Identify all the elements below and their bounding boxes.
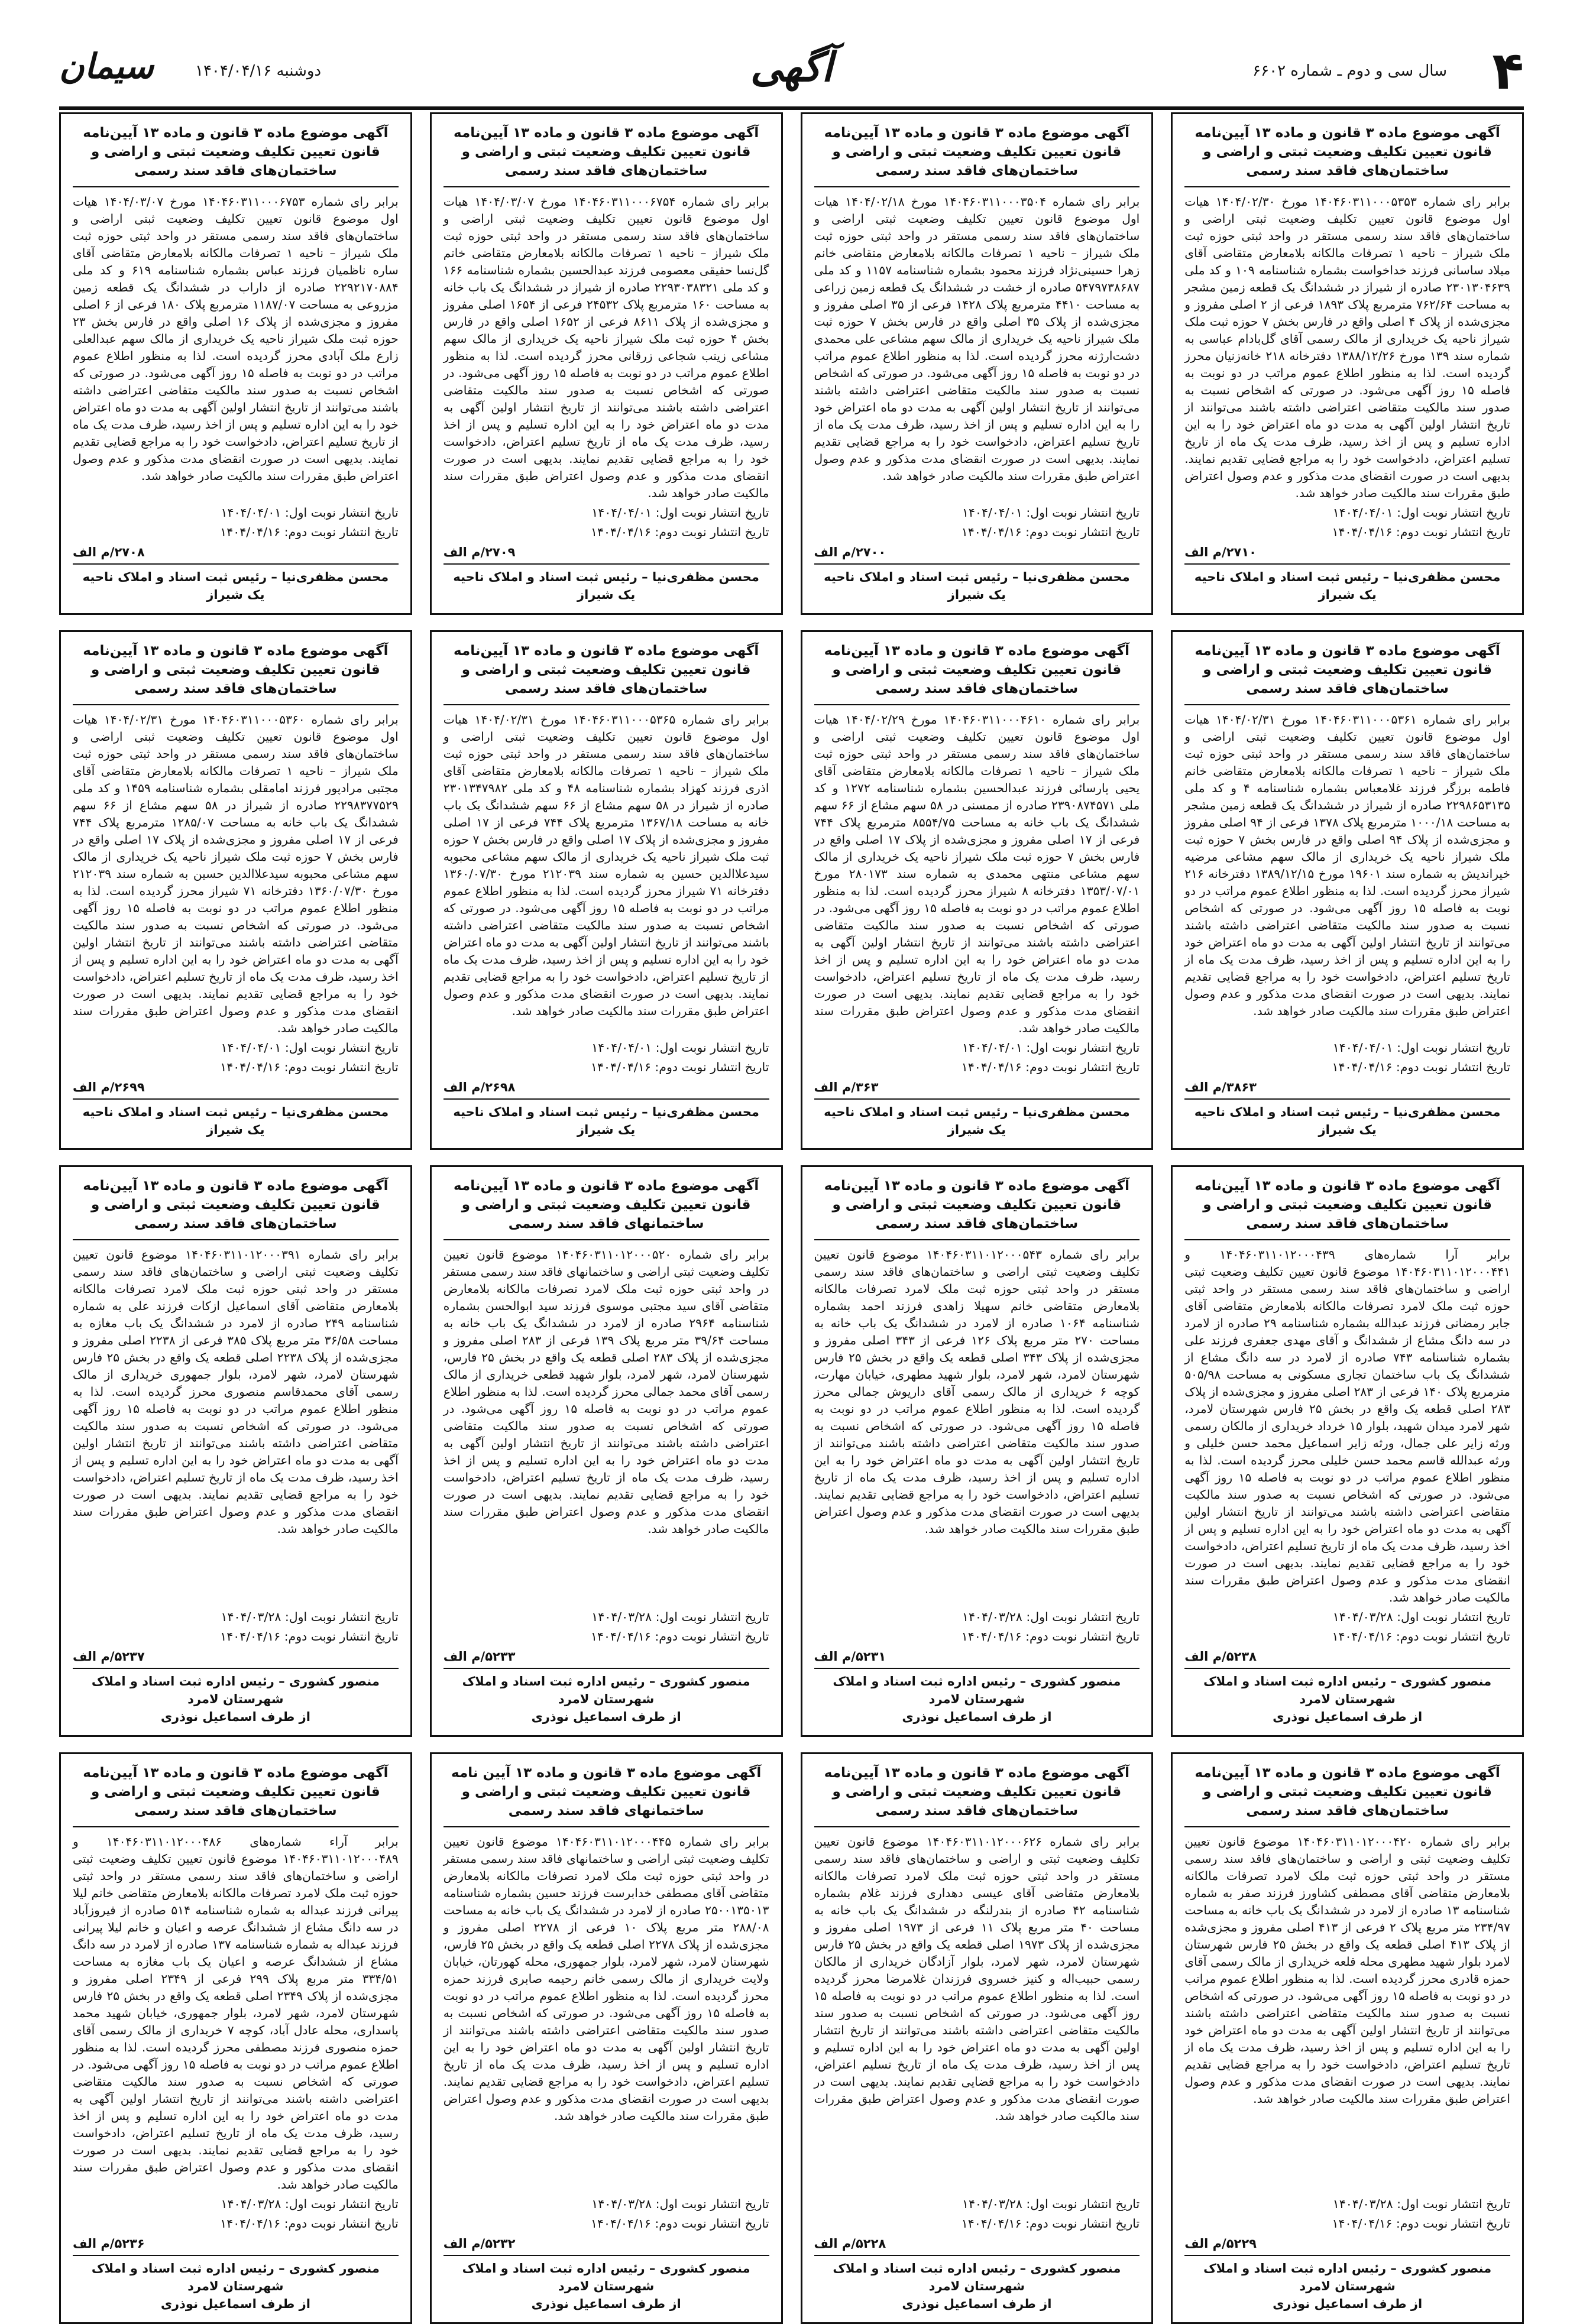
notice-signature: محسن مظفری‌نیا – رئیس ثبت اسناد و املاک ناحیه یک شیراز <box>444 1098 769 1139</box>
notice-signature-behalf: از طرف اسماعیل نوذری <box>902 1710 1052 1724</box>
notice-title: آگهی موضوع ماده ۳ قانون و ماده ۱۳ آیین نامه قانون تعیین تکلیف وضعیت ثبتی و اراضی و ساختمانهای فاقد سند رسمی <box>444 1764 769 1827</box>
notice-signature-behalf: از طرف اسماعیل نوذری <box>1273 1710 1423 1724</box>
first-publish-date: تاریخ انتشار نوبت اول: ۱۴۰۴/۰۳/۲۸ <box>591 1610 769 1624</box>
notice-signature: منصور کشوری – رئیس اداره ثبت اسناد و املاک شهرستان لامرد <box>444 1668 769 1708</box>
first-publish-date: تاریخ انتشار نوبت اول: ۱۴۰۴/۰۴/۰۱ <box>962 1041 1140 1055</box>
notice-title: آگهی موضوع ماده ۳ قانون و ماده ۱۳ آیین‌نامه قانون تعیین تکلیف وضعیت ثبتی و اراضی و ساختمان‌های فاقد سند رسمی <box>1184 1764 1510 1827</box>
notice-signature: محسن مظفری‌نیا – رئیس ثبت اسناد و املاک ناحیه یک شیراز <box>814 563 1140 604</box>
notice-body: برابر رای شماره ۱۴۰۴۶۰۳۱۱۰۰۰۳۵۰۴ مورخ ۱۴۰۴/۰۲/۱۸ هیات اول موضوع قانون تعیین تکلیف وضعیت ثبتی اراضی و ساختمان‌های فاقد سند رسمی مستقر در واحد ثبتی حوزه ثبت ملک شیراز – ناحیه ۱ تصرفات مالکانه بلامعارض متقاضی خانم زهرا حسینی‌نژاد فرزند محمود بشماره شناسنامه ۱۱۵۷ و کد ملی ۵۴۷۹۷۳۸۶۸۷ صادره از خشت در ششدانگ یک قطعه زمین زراعی به مساحت ۴۴۱۰ مترمربع پلاک ۱۴۲۸ فرعی از ۳۵ اصلی مفروز و مجزی‌شده از پلاک ۳۵ اصلی واقع در فارس بخش ۷ حوزه ثبت ملک شیراز ناحیه یک خریداری از مالک سهم مشاعی علی محمدی دشت‌ارژنه محرز گردیده است. لذا به منظور اطلاع عموم مراتب در دو نوبت به فاصله ۱۵ روز آگهی می‌شود. در صورتی که اشخاص نسبت به صدور سند مالکیت متقاضی اعتراضی داشته باشند می‌توانند از تاریخ انتشار اولین آگهی به مدت دو ماه اعتراض خود را به این اداره تسلیم و پس از اخذ رسید، ظرف مدت یک ماه از تاریخ تسلیم اعتراض، دادخواست خود را به مراجع قضایی تقدیم نمایند. بدیهی است در صورت انقضای مدت مذکور و عدم وصول اعتراض طبق مقررات سند مالکیت صادر خواهد شد. <box>814 195 1140 483</box>
section-title: آگهی <box>750 44 833 91</box>
notice-body: برابر رای شماره ۱۴۰۴۶۰۳۱۱۰۰۰۵۳۵۳ مورخ ۱۴۰۴/۰۲/۳۰ هیات اول موضوع قانون تعیین تکلیف وضعیت ثبتی اراضی و ساختمان‌های فاقد سند رسمی مستقر در واحد ثبتی حوزه ثبت ملک شیراز – ناحیه ۱ تصرفات مالکانه بلامعارض متقاضی آقای میلاد ساسانی فرزند خداخواست بشماره شناسنامه ۱۰۹ و کد ملی ۲۳۰۱۳۰۴۶۳۹ صادره از شیراز در ششدانگ یک قطعه زمین مشجر به مساحت ۷۶۲/۶۴ مترمربع پلاک ۱۸۹۳ فرعی از ۲ اصلی مفروز و مجزی‌شده از پلاک ۴ اصلی واقع در فارس بخش ۷ حوزه ثبت ملک شیراز ناحیه یک خریداری از مالک رسمی آقای گل‌بادام عباسی به شماره سند ۱۳۹ مورخ ۱۳۸۸/۱۲/۲۶ دفترخانه ۲۱۸ خانه‌زنیان محرز گردیده است. لذا به منظور اطلاع عموم مراتب در دو نوبت به فاصله ۱۵ روز آگهی می‌شود. در صورتی که اشخاص نسبت به صدور سند مالکیت متقاضی اعتراضی داشته باشند می‌توانند از تاریخ انتشار اولین آگهی به مدت دو ماه اعتراض خود را به این اداره تسلیم و پس از اخذ رسید، ظرف مدت یک ماه از تاریخ تسلیم اعتراض، دادخواست خود را به مراجع قضایی تقدیم نمایند. بدیهی است در صورت انقضای مدت مذکور و عدم وصول اعتراض طبق مقررات سند مالکیت صادر خواهد شد. <box>1184 195 1511 500</box>
notice-code: ۵۲۳۱/م الف <box>814 1649 886 1664</box>
notice-body: برابر رای شماره ۱۴۰۴۶۰۳۱۱۰۰۰۵۳۶۱ مورخ ۱۴۰۴/۰۲/۳۱ هیات اول موضوع قانون تعیین تکلیف وضعیت ثبتی اراضی و ساختمان‌های فاقد سند رسمی مستقر در واحد ثبتی حوزه ثبت ملک شیراز – ناحیه ۱ تصرفات مالکانه بلامعارض متقاضی خانم فاطمه برزگر فرزند غلامعباس بشماره شناسنامه ۴ و کد ملی ۲۲۹۸۶۵۳۱۳۵ صادره از شیراز در ششدانگ یک قطعه زمین مشجر به مساحت ۱۰۰۰/۱۸ مترمربع پلاک ۱۳۷۸ فرعی از ۹۴ اصلی مفروز و مجزی‌شده از پلاک ۹۴ اصلی واقع در فارس بخش ۷ حوزه ثبت ملک شیراز ناحیه یک خریداری از مالک سهم مشاعی مرضیه خیراندیش به شماره سند ۱۹۶۰۱ مورخ ۱۳۸۹/۱۲/۱۵ دفترخانه ۲۱۶ شیراز محرز گردیده است. لذا به منظور اطلاع عموم مراتب در دو نوبت به فاصله ۱۵ روز آگهی می‌شود. در صورتی که اشخاص نسبت به صدور سند مالکیت متقاضی اعتراضی داشته باشند می‌توانند از تاریخ انتشار اولین آگهی به مدت دو ماه اعتراض خود را به این اداره تسلیم و پس از اخذ رسید، ظرف مدت یک ماه از تاریخ تسلیم اعتراض، دادخواست خود را به مراجع قضایی تقدیم نمایند. بدیهی است در صورت انقضای مدت مذکور و عدم وصول اعتراض طبق مقررات سند مالکیت صادر خواهد شد. <box>1184 712 1511 1018</box>
notice-signature: محسن مظفری‌نیا – رئیس ثبت اسناد و املاک ناحیه یک شیراز <box>1184 563 1510 604</box>
notice-title: آگهی موضوع ماده ۳ قانون و ماده ۱۳ آیین‌نامه قانون تعیین تکلیف وضعیت ثبتی و اراضی و ساختمان‌های فاقد سند رسمی <box>444 124 769 187</box>
notice-code: ۵۲۳۳/م الف <box>443 1649 516 1664</box>
second-publish-date: تاریخ انتشار نوبت دوم: ۱۴۰۴/۰۴/۱۶ <box>961 525 1140 539</box>
notice-body: برابر رای شماره ۱۴۰۴۶۰۳۱۱۰۰۰۶۷۵۳ مورخ ۱۴۰۴/۰۳/۰۷ هیات اول موضوع قانون تعیین تکلیف وضعیت ثبتی اراضی و ساختمان‌های فاقد سند رسمی مستقر در واحد ثبتی حوزه ثبت ملک شیراز – ناحیه ۱ تصرفات مالکانه بلامعارض متقاضی آقای ساره ناظمیان فرزند عباس بشماره شناسنامه ۶۱۹ و کد ملی ۲۲۹۲۱۷۰۸۸۴ صادره از داراب در ششدانگ یک قطعه زمین مزروعی به مساحت ۱۱۸۷/۰۷ مترمربع پلاک ۱۸۰ فرعی از ۶ اصلی مفروز و مجزی‌شده از پلاک ۱۶ اصلی واقع در فارس بخش ۲۳ حوزه ثبت ملک شیراز ناحیه یک خریداری از مالک سهم عبدالعلی زارع ملک آبادی محرز گردیده است. لذا به منظور اطلاع عموم مراتب در دو نوبت به فاصله ۱۵ روز آگهی می‌شود. در صورتی که اشخاص نسبت به صدور سند مالکیت متقاضی اعتراضی داشته باشند می‌توانند از تاریخ انتشار اولین آگهی به مدت دو ماه اعتراض خود را به این اداره تسلیم و پس از اخذ رسید، ظرف مدت یک ماه از تاریخ تسلیم اعتراض، دادخواست خود را به مراجع قضایی تقدیم نمایند. بدیهی است در صورت انقضای مدت مذکور و عدم وصول اعتراض طبق مقررات سند مالکیت صادر خواهد شد. <box>73 195 399 483</box>
notice-signature: منصور کشوری – رئیس اداره ثبت اسناد و املاک شهرستان لامرد <box>814 1668 1140 1708</box>
notice-code: ۲۶۹۸/م الف <box>443 1080 516 1094</box>
legal-notice <box>430 630 783 1150</box>
notice-signature: منصور کشوری – رئیس اداره ثبت اسناد و املاک شهرستان لامرد <box>814 2255 1140 2295</box>
notice-title: آگهی موضوع ماده ۳ قانون و ماده ۱۳ آیین‌نامه قانون تعیین تکلیف وضعیت ثبتی و اراضی و ساختمان‌های فاقد سند رسمی <box>1184 124 1510 187</box>
notice-title: آگهی موضوع ماده ۳ قانون و ماده ۱۳ آیین‌نامه قانون تعیین تکلیف وضعیت ثبتی و اراضی و ساختمان‌های فاقد سند رسمی <box>814 641 1140 705</box>
notice-code: ۲۶۹۹/م الف <box>73 1080 145 1094</box>
issue-date: دوشنبه ۱۴۰۴/۰۴/۱۶ <box>195 62 322 80</box>
second-publish-date: تاریخ انتشار نوبت دوم: ۱۴۰۴/۰۴/۱۶ <box>220 525 399 539</box>
notice-signature: منصور کشوری – رئیس اداره ثبت اسناد و املاک شهرستان لامرد <box>73 1668 399 1708</box>
notice-body: برابر آرا شماره‌های ۱۴۰۴۶۰۳۱۱۰۱۲۰۰۰۴۳۹ و ۱۴۰۴۶۰۳۱۱۰۱۲۰۰۰۴۴۱ موضوع قانون تعیین تکلیف وضعیت ثبتی اراضی و ساختمان‌های فاقد سند رسمی مستقر در واحد ثبتی حوزه ثبت ملک لامرد تصرفات مالکانه بلامعارض متقاضی آقای جابر رمضانی فرزند عبدالله بشماره شناسنامه ۲۹ صادره از لامرد در سه دانگ مشاع از ششدانگ و آقای مهدی جعفری فرزند علی بشماره شناسنامه ۷۴۳ صادره از لامرد در سه دانگ مشاع از ششدانگ یک باب ساختمان تجاری مسکونی به مساحت ۵۰۵/۹۸ مترمربع پلاک ۱۴۰ فرعی از ۲۸۳ اصلی مفروز و مجزی‌شده از پلاک ۲۸۳ اصلی قطعه یک واقع در بخش ۲۵ فارس شهرستان لامرد، شهر لامرد میدان شهید، بلوار ۱۵ خرداد خریداری از مالکان رسمی ورثه زایر علی جمال، ورثه زایر اسماعیل محمد حسن خلیلی و ورثه عبدالله قاسم محمد حسن خلیلی محرز گردیده است. لذا به منظور اطلاع عموم مراتب در دو نوبت به فاصله ۱۵ روز آگهی می‌شود. در صورتی که اشخاص نسبت به صدور سند مالکیت متقاضی اعتراضی داشته باشند می‌توانند از تاریخ انتشار اولین آگهی به مدت دو ماه اعتراض خود را به این اداره تسلیم و پس از اخذ رسید، ظرف مدت یک ماه از تاریخ تسلیم اعتراض، دادخواست خود را به مراجع قضایی تقدیم نمایند. بدیهی است در صورت انقضای مدت مذکور و عدم وصول اعتراض طبق مقررات سند مالکیت صادر خواهد شد. <box>1184 1247 1510 1605</box>
first-publish-date: تاریخ انتشار نوبت اول: ۱۴۰۴/۰۴/۰۱ <box>1332 505 1510 520</box>
legal-notice <box>1171 112 1524 615</box>
notice-body: برابر رای شماره ۱۴۰۴۶۰۳۱۱۰۰۰۴۶۱۰ مورخ ۱۴۰۴/۰۲/۲۹ هیات اول موضوع قانون تعیین تکلیف وضعیت ثبتی اراضی و ساختمان‌های فاقد سند رسمی مستقر در واحد ثبتی حوزه ثبت ملک شیراز – ناحیه ۱ تصرفات مالکانه بلامعارض متقاضی آقای یحیی پارسائی فرزند عبدالحسین بشماره شناسنامه ۱۲۷۲ و کد ملی ۲۳۹۰۸۷۴۵۷۱ صادره از ممسنی در ۵۸ سهم مشاع از ۶۶ سهم ششدانگ یک باب خانه به مساحت ۸۵۵۴/۷۵ مترمربع پلاک ۷۴۴ فرعی از ۱۷ اصلی مفروز و مجزی‌شده از پلاک ۱۷ اصلی واقع در فارس بخش ۷ حوزه ثبت ملک شیراز ناحیه یک خریداری از مالک سهم مشاعی منتهی محمدی به شماره سند ۲۸۰۱۷۳ مورخ ۱۳۵۳/۰۷/۰۱ دفترخانه ۸ شیراز محرز گردیده است. لذا به منظور اطلاع عموم مراتب در دو نوبت به فاصله ۱۵ روز آگهی می‌شود. در صورتی که اشخاص نسبت به صدور سند مالکیت متقاضی اعتراضی داشته باشند می‌توانند از تاریخ انتشار اولین آگهی به مدت دو ماه اعتراض خود را به این اداره تسلیم و پس از اخذ رسید، ظرف مدت یک ماه از تاریخ تسلیم اعتراض، دادخواست خود را به مراجع قضایی تقدیم نمایند. بدیهی است در صورت انقضای مدت مذکور و عدم وصول اعتراض طبق مقررات سند مالکیت صادر خواهد شد. <box>814 712 1140 1035</box>
notice-signature: منصور کشوری – رئیس اداره ثبت اسناد و املاک شهرستان لامرد <box>73 2255 399 2295</box>
legal-notice <box>801 630 1154 1150</box>
notice-body: برابر آراء شماره‌های ۱۴۰۴۶۰۳۱۱۰۱۲۰۰۰۴۸۶ و ۱۴۰۴۶۰۳۱۱۰۱۲۰۰۰۴۸۹ موضوع قانون تعیین تکلیف وضعیت ثبتی اراضی و ساختمان‌های فاقد سند رسمی مستقر در واحد ثبتی حوزه ثبت ملک لامرد تصرفات مالکانه بلامعارض متقاضی خانم لیلا پیرانی فرزند عبداله به شماره شناسنامه ۵۱۴ صادره از فیروزآباد در سه دانگ مشاع از ششدانگ عرصه و اعیان و خانم لیلا پیرانی فرزند عبداله به شماره شناسنامه ۱۳۷ صادره از لامرد در سه دانگ مشاع از ششدانگ عرصه و اعیان یک باب مغازه به مساحت ۳۳۴/۵۱ متر مربع پلاک ۲۹۹ فرعی از ۲۳۴۹ اصلی مفروز و مجزی‌شده از پلاک ۲۳۴۹ اصلی قطعه یک واقع در بخش ۲۵ فارس شهرستان لامرد، شهر لامرد، بلوار جمهوری، خیابان شهید محمد پاسداری، محله عادل آباد، کوچه ۷ خریداری از مالک رسمی آقای حمزه منصوری فرزند مصطفی محرز گردیده است. لذا به منظور اطلاع عموم مراتب در دو نوبت به فاصله ۱۵ روز آگهی می‌شود. در صورتی که اشخاص نسبت به صدور سند مالکیت متقاضی اعتراضی داشته باشند می‌توانند از تاریخ انتشار اولین آگهی به مدت دو ماه اعتراض خود را به این اداره تسلیم و پس از اخذ رسید، ظرف مدت یک ماه از تاریخ تسلیم اعتراض، دادخواست خود را به مراجع قضایی تقدیم نمایند. بدیهی است در صورت انقضای مدت مذکور و عدم وصول اعتراض طبق مقررات سند مالکیت صادر خواهد شد. <box>73 1834 399 2192</box>
legal-notice <box>1171 1752 1524 2324</box>
second-publish-date: تاریخ انتشار نوبت دوم: ۱۴۰۴/۰۴/۱۶ <box>1332 2216 1510 2231</box>
second-publish-date: تاریخ انتشار نوبت دوم: ۱۴۰۴/۰۴/۱۶ <box>590 1629 769 1644</box>
notice-code: ۵۲۳۶/م الف <box>73 2237 145 2251</box>
notice-title: آگهی موضوع ماده ۳ قانون و ماده ۱۳ آیین‌نامه قانون تعیین تکلیف وضعیت ثبتی و اراضی و ساختمان‌های فاقد سند رسمی <box>73 1764 399 1827</box>
notice-signature: محسن مظفری‌نیا – رئیس ثبت اسناد و املاک ناحیه یک شیراز <box>814 1098 1140 1139</box>
masthead <box>59 41 1524 110</box>
notice-signature: محسن مظفری‌نیا – رئیس ثبت اسناد و املاک ناحیه یک شیراز <box>1184 1098 1510 1139</box>
legal-notice <box>430 1165 783 1737</box>
first-publish-date: تاریخ انتشار نوبت اول: ۱۴۰۴/۰۴/۰۱ <box>591 1041 769 1055</box>
first-publish-date: تاریخ انتشار نوبت اول: ۱۴۰۴/۰۳/۲۸ <box>1332 1610 1510 1624</box>
notice-code: ۵۲۳۷/م الف <box>73 1649 145 1664</box>
notice-body: برابر رای شماره ۱۴۰۴۶۰۳۱۱۰۱۲۰۰۰۳۹۱ موضوع قانون تعیین تکلیف وضعیت ثبتی اراضی و ساختمان‌های فاقد سند رسمی مستقر در واحد ثبتی حوزه ثبت ملک لامرد تصرفات مالکانه بلامعارض متقاضی آقای اسماعیل ازکات فرزند علی به شماره شناسنامه ۲۴۹ صادره از لامرد در ششدانگ یک باب مغازه به مساحت ۳۶/۵۸ متر مربع پلاک ۳۸۵ فرعی از ۲۲۳۸ اصلی مفروز و مجزی‌شده از پلاک ۲۲۳۸ اصلی قطعه یک واقع در بخش ۲۵ فارس شهرستان لامرد، شهر لامرد، بلوار جمهوری خریداری از مالک رسمی آقای محمدقاسم منصوری محرز گردیده است. لذا به منظور اطلاع عموم مراتب در دو نوبت به فاصله ۱۵ روز آگهی می‌شود. در صورتی که اشخاص نسبت به صدور سند مالکیت متقاضی اعتراضی داشته باشند می‌توانند از تاریخ انتشار اولین آگهی به مدت دو ماه اعتراض خود را به این اداره تسلیم و پس از اخذ رسید، ظرف مدت یک ماه از تاریخ تسلیم اعتراض، دادخواست خود را به مراجع قضایی تقدیم نمایند. بدیهی است در صورت انقضای مدت مذکور و عدم وصول اعتراض طبق مقررات سند مالکیت صادر خواهد شد. <box>73 1247 399 1536</box>
notice-title: آگهی موضوع ماده ۳ قانون و ماده ۱۳ آیین‌نامه قانون تعیین تکلیف وضعیت ثبتی و اراضی و ساختمانهای فاقد سند رسمی <box>444 1176 769 1240</box>
notice-title: آگهی موضوع ماده ۳ قانون و ماده ۱۳ آیین‌نامه قانون تعیین تکلیف وضعیت ثبتی و اراضی و ساختمان‌های فاقد سند رسمی <box>1184 1176 1510 1240</box>
first-publish-date: تاریخ انتشار نوبت اول: ۱۴۰۴/۰۳/۲۸ <box>962 2197 1140 2211</box>
second-publish-date: تاریخ انتشار نوبت دوم: ۱۴۰۴/۰۴/۱۶ <box>220 1629 399 1644</box>
legal-notice <box>430 1752 783 2324</box>
legal-notice <box>59 112 412 615</box>
legal-notice <box>801 1752 1154 2324</box>
notice-code: ۲۷۰۹/م الف <box>443 545 516 559</box>
first-publish-date: تاریخ انتشار نوبت اول: ۱۴۰۴/۰۳/۲۸ <box>221 2197 399 2211</box>
notice-title: آگهی موضوع ماده ۳ قانون و ماده ۱۳ آیین‌نامه قانون تعیین تکلیف وضعیت ثبتی و اراضی و ساختمان‌های فاقد سند رسمی <box>814 1764 1140 1827</box>
legal-notice <box>59 1165 412 1737</box>
page-number: ۴ <box>1492 40 1524 101</box>
notice-signature: محسن مظفری‌نیا – رئیس ثبت اسناد و املاک ناحیه یک شیراز <box>73 1098 399 1139</box>
notice-title: آگهی موضوع ماده ۳ قانون و ماده ۱۳ آیین‌نامه قانون تعیین تکلیف وضعیت ثبتی و اراضی و ساختمان‌های فاقد سند رسمی <box>1184 641 1510 705</box>
legal-notice <box>1171 630 1524 1150</box>
notice-signature-behalf: از طرف اسماعیل نوذری <box>160 2297 310 2311</box>
legal-notice <box>430 112 783 615</box>
second-publish-date: تاریخ انتشار نوبت دوم: ۱۴۰۴/۰۴/۱۶ <box>590 1060 769 1074</box>
second-publish-date: تاریخ انتشار نوبت دوم: ۱۴۰۴/۰۴/۱۶ <box>220 1060 399 1074</box>
first-publish-date: تاریخ انتشار نوبت اول: ۱۴۰۴/۰۳/۲۸ <box>1332 2197 1510 2211</box>
second-publish-date: تاریخ انتشار نوبت دوم: ۱۴۰۴/۰۴/۱۶ <box>961 1629 1140 1644</box>
notice-body: برابر رای شماره ۱۴۰۴۶۰۳۱۱۰۰۰۵۳۶۰ مورخ ۱۴۰۴/۰۲/۳۱ هیات اول موضوع قانون تعیین تکلیف وضعیت ثبتی اراضی و ساختمان‌های فاقد سند رسمی مستقر در واحد ثبتی حوزه ثبت ملک شیراز – ناحیه ۱ تصرفات مالکانه بلامعارض متقاضی آقای مجتبی مرادپور فرزند امامقلی بشماره شناسنامه ۱۴۵۹ و کد ملی ۲۲۹۸۳۷۷۵۲۹ صادره از شیراز در ۵۸ سهم مشاع از ۶۶ سهم ششدانگ یک باب خانه به مساحت ۱۲۸۵/۰۷ مترمربع پلاک ۷۴۴ فرعی از ۱۷ اصلی مفروز و مجزی‌شده از پلاک ۱۷ اصلی واقع در فارس بخش ۷ حوزه ثبت ملک شیراز ناحیه یک خریداری از مالک سهم مشاعی محبوبه سیدعلاالدین حسین به شماره سند ۲۱۲۰۳۹ مورخ ۱۳۶۰/۰۷/۳۰ دفترخانه ۷۱ شیراز محرز گردیده است. لذا به منظور اطلاع عموم مراتب در دو نوبت به فاصله ۱۵ روز آگهی می‌شود. در صورتی که اشخاص نسبت به صدور سند مالکیت متقاضی اعتراضی داشته باشند می‌توانند از تاریخ انتشار اولین آگهی به مدت دو ماه اعتراض خود را به این اداره تسلیم و پس از اخذ رسید، ظرف مدت یک ماه از تاریخ تسلیم اعتراض، دادخواست خود را به مراجع قضایی تقدیم نمایند. بدیهی است در صورت انقضای مدت مذکور و عدم وصول اعتراض طبق مقررات سند مالکیت صادر خواهد شد. <box>73 712 399 1035</box>
notice-code: ۳۸۶۳/م الف <box>1184 1080 1257 1094</box>
first-publish-date: تاریخ انتشار نوبت اول: ۱۴۰۴/۰۳/۲۸ <box>221 1610 399 1624</box>
second-publish-date: تاریخ انتشار نوبت دوم: ۱۴۰۴/۰۴/۱۶ <box>1332 1060 1510 1074</box>
notice-signature: منصور کشوری – رئیس اداره ثبت اسناد و املاک شهرستان لامرد <box>1184 1668 1510 1708</box>
notice-body: برابر رای شماره ۱۴۰۴۶۰۳۱۱۰۱۲۰۰۰۵۲۰ موضوع قانون تعیین تکلیف وضعیت ثبتی اراضی و ساختمانهای فاقد سند رسمی مستقر در واحد ثبتی حوزه ثبت ملک لامرد تصرفات مالکانه بلامعارض متقاضی آقای سید مجتبی موسوی فرزند سید ابوالحسن بشماره شناسنامه ۲۹۶۴ صادره از لامرد در ششدانگ یک باب خانه به مساحت ۳۹/۶۴ متر مربع پلاک ۱۳۹ فرعی از ۲۸۳ اصلی مفروز و مجزی‌شده از پلاک ۲۸۳ اصلی قطعه یک واقع در بخش ۲۵ فارس، شهرستان لامرد، شهر لامرد، بلوار شهید قطعی خریداری از مالک رسمی آقای محمد جمالی محرز گردیده است. لذا به منظور اطلاع عموم مراتب در دو نوبت به فاصله ۱۵ روز آگهی می‌شود. در صورتی که اشخاص نسبت به صدور سند مالکیت متقاضی اعتراضی داشته باشند می‌توانند از تاریخ انتشار اولین آگهی به مدت دو ماه اعتراض خود را به این اداره تسلیم و پس از اخذ رسید، ظرف مدت یک ماه از تاریخ تسلیم اعتراض، دادخواست خود را به مراجع قضایی تقدیم نمایند. بدیهی است در صورت انقضای مدت مذکور و عدم وصول اعتراض طبق مقررات سند مالکیت صادر خواهد شد. <box>443 1247 769 1536</box>
notice-code: ۲۷۱۰/م الف <box>1184 545 1257 559</box>
second-publish-date: تاریخ انتشار نوبت دوم: ۱۴۰۴/۰۴/۱۶ <box>961 2216 1140 2231</box>
notice-code: ۵۲۲۸/م الف <box>814 2237 886 2251</box>
notice-signature: محسن مظفری‌نیا – رئیس ثبت اسناد و املاک ناحیه یک شیراز <box>444 563 769 604</box>
first-publish-date: تاریخ انتشار نوبت اول: ۱۴۰۴/۰۴/۰۱ <box>591 505 769 520</box>
notice-title: آگهی موضوع ماده ۳ قانون و ماده ۱۳ آیین‌نامه قانون تعیین تکلیف وضعیت ثبتی و اراضی و ساختمان‌های فاقد سند رسمی <box>814 124 1140 187</box>
legal-notice <box>1171 1165 1524 1737</box>
legal-notice <box>59 630 412 1150</box>
notice-title: آگهی موضوع ماده ۳ قانون و ماده ۱۳ آیین‌نامه قانون تعیین تکلیف وضعیت ثبتی و اراضی و ساختمان‌های فاقد سند رسمی <box>814 1176 1140 1240</box>
notice-body: برابر رای شماره ۱۴۰۴۶۰۳۱۱۰۱۲۰۰۰۶۲۶ موضوع قانون تعیین تکلیف وضعیت ثبتی و اراضی و ساختمان‌های فاقد سند رسمی مستقر در واحد ثبتی حوزه ثبت ملک لامرد تصرفات مالکانه بلامعارض متقاضی آقای عیسی دهداری فرزند غلام بشماره شناسنامه ۴۲ صادره از بندرلنگه در ششدانگ یک باب خانه به مساحت ۴۰ متر مربع پلاک ۱۱ فرعی از ۱۹۷۳ اصلی مفروز و مجزی‌شده از پلاک ۱۹۷۳ اصلی قطعه یک واقع در بخش ۲۵ فارس شهرستان لامرد، شهر لامرد، بلوار آزادگان خریداری از مالکان رسمی حبیب‌اله و کنیز خسروی فرزندان غلامرضا محرز گردیده است. لذا به منظور اطلاع عموم مراتب در دو نوبت به فاصله ۱۵ روز آگهی می‌شود. در صورتی که اشخاص نسبت به صدور سند مالکیت متقاضی اعتراضی داشته باشند می‌توانند از تاریخ انتشار اولین آگهی به مدت دو ماه اعتراض خود را به این اداره تسلیم و پس از اخذ رسید، ظرف مدت یک ماه از تاریخ تسلیم اعتراض، دادخواست خود را به مراجع قضایی تقدیم نمایند. بدیهی است در صورت انقضای مدت مذکور و عدم وصول اعتراض طبق مقررات سند مالکیت صادر خواهد شد. <box>814 1834 1140 2123</box>
notice-signature: منصور کشوری – رئیس اداره ثبت اسناد و املاک شهرستان لامرد <box>444 2255 769 2295</box>
issue-label: سال سی و دوم ـ شماره ۶۶۰۲ <box>1252 62 1447 80</box>
notices-grid <box>59 112 1524 2311</box>
notice-title: آگهی موضوع ماده ۳ قانون و ماده ۱۳ آیین‌نامه قانون تعیین تکلیف وضعیت ثبتی و اراضی و ساختمان‌های فاقد سند رسمی <box>73 124 399 187</box>
notice-signature-behalf: از طرف اسماعیل نوذری <box>902 2297 1052 2311</box>
notice-signature-behalf: از طرف اسماعیل نوذری <box>531 2297 681 2311</box>
notice-code: ۲۷۰۸/م الف <box>73 545 145 559</box>
notice-signature-behalf: از طرف اسماعیل نوذری <box>531 1710 681 1724</box>
first-publish-date: تاریخ انتشار نوبت اول: ۱۴۰۴/۰۴/۰۱ <box>1332 1041 1510 1055</box>
notice-code: ۲۷۰۰/م الف <box>814 545 886 559</box>
legal-notice <box>801 112 1154 615</box>
notice-code: ۳۶۳/م الف <box>814 1080 879 1094</box>
notice-title: آگهی موضوع ماده ۳ قانون و ماده ۱۳ آیین‌نامه قانون تعیین تکلیف وضعیت ثبتی و اراضی و ساختمان‌های فاقد سند رسمی <box>444 641 769 705</box>
notice-body: برابر رای شماره ۱۴۰۴۶۰۳۱۱۰۱۲۰۰۰۴۴۵ موضوع قانون تعیین تکلیف وضعیت ثبتی اراضی و ساختمانهای فاقد سند رسمی مستقر در واحد ثبتی حوزه ثبت ملک لامرد تصرفات مالکانه بلامعارض متقاضی آقای مصطفی خدابرست فرزند حسین بشماره شناسنامه ۲۵۰۰۱۳۵۰۱۳ صادره از لامرد در ششدانگ یک باب خانه به مساحت ۲۸۸/۰۸ متر مربع پلاک ۱۰ فرعی از ۲۲۷۸ اصلی مفروز و مجزی‌شده از پلاک ۲۲۷۸ اصلی قطعه یک واقع در بخش ۲۵ فارس، شهرستان لامرد، شهر لامرد، بلوار جمهوری، محله کهورتان، خیابان ولایت خریداری از مالک رسمی خانم رحیمه صابری فرزند حمزه محرز گردیده است. لذا به منظور اطلاع عموم مراتب در دو نوبت به فاصله ۱۵ روز آگهی می‌شود. در صورتی که اشخاص نسبت به صدور سند مالکیت متقاضی اعتراضی داشته باشند می‌توانند از تاریخ انتشار اولین آگهی به مدت دو ماه اعتراض خود را به این اداره تسلیم و پس از اخذ رسید، ظرف مدت یک ماه از تاریخ تسلیم اعتراض، دادخواست خود را به مراجع قضایی تقدیم نمایند. بدیهی است در صورت انقضای مدت مذکور و عدم وصول اعتراض طبق مقررات سند مالکیت صادر خواهد شد. <box>443 1834 769 2123</box>
notice-code: ۵۲۳۸/م الف <box>1184 1649 1257 1664</box>
notice-signature-behalf: از طرف اسماعیل نوذری <box>1273 2297 1423 2311</box>
notice-signature: محسن مظفری‌نیا – رئیس ثبت اسناد و املاک ناحیه یک شیراز <box>73 563 399 604</box>
notice-title: آگهی موضوع ماده ۳ قانون و ماده ۱۳ آیین‌نامه قانون تعیین تکلیف وضعیت ثبتی و اراضی و ساختمان‌های فاقد سند رسمی <box>73 641 399 705</box>
second-publish-date: تاریخ انتشار نوبت دوم: ۱۴۰۴/۰۴/۱۶ <box>590 525 769 539</box>
newspaper-logo: سیمان <box>59 46 154 86</box>
second-publish-date: تاریخ انتشار نوبت دوم: ۱۴۰۴/۰۴/۱۶ <box>220 2216 399 2231</box>
notice-code: ۵۲۲۹/م الف <box>1184 2237 1257 2251</box>
notice-body: برابر رای شماره ۱۴۰۴۶۰۳۱۱۰۰۰۵۳۶۵ مورخ ۱۴۰۴/۰۲/۳۱ هیات اول موضوع قانون تعیین تکلیف وضعیت ثبتی اراضی و ساختمان‌های فاقد سند رسمی مستقر در واحد ثبتی حوزه ثبت ملک شیراز – ناحیه ۱ تصرفات مالکانه بلامعارض متقاضی آقای اذری فرزند کهزاد بشماره شناسنامه ۴۸ و کد ملی ۲۳۰۱۳۴۷۹۸۲ صادره از شیراز در ۵۸ سهم مشاع از ۶۶ سهم ششدانگ یک باب خانه به مساحت ۱۳۶۷/۱۸ مترمربع پلاک ۷۴۴ فرعی از ۱۷ اصلی مفروز و مجزی‌شده از پلاک ۱۷ اصلی واقع در فارس بخش ۷ حوزه ثبت ملک شیراز ناحیه یک خریداری از مالک سهم مشاعی محبوبه سیدعلاالدین حسین به شماره سند ۲۱۲۰۳۹ مورخ ۱۳۶۰/۰۷/۳۰ دفترخانه ۷۱ شیراز محرز گردیده است. لذا به منظور اطلاع عموم مراتب در دو نوبت به فاصله ۱۵ روز آگهی می‌شود. در صورتی که اشخاص نسبت به صدور سند مالکیت متقاضی اعتراضی داشته باشند می‌توانند از تاریخ انتشار اولین آگهی به مدت دو ماه اعتراض خود را به این اداره تسلیم و پس از اخذ رسید، ظرف مدت یک ماه از تاریخ تسلیم اعتراض، دادخواست خود را به مراجع قضایی تقدیم نمایند. بدیهی است در صورت انقضای مدت مذکور و عدم وصول اعتراض طبق مقررات سند مالکیت صادر خواهد شد. <box>443 712 769 1018</box>
notice-title: آگهی موضوع ماده ۳ قانون و ماده ۱۳ آیین‌نامه قانون تعیین تکلیف وضعیت ثبتی و اراضی و ساختمان‌های فاقد سند رسمی <box>73 1176 399 1240</box>
notice-body: برابر رای شماره ۱۴۰۴۶۰۳۱۱۰۱۲۰۰۰۴۲۰ موضوع قانون تعیین تکلیف وضعیت ثبتی و اراضی و ساختمان‌های فاقد سند رسمی مستقر در واحد ثبتی حوزه ثبت ملک لامرد تصرفات مالکانه بلامعارض متقاضی آقای مصطفی کشاورز فرزند صفر به شماره شناسنامه ۱۳ صادره از لامرد در ششدانگ یک باب خانه به مساحت ۲۳۴/۹۷ متر مربع پلاک ۲ فرعی از ۴۱۳ اصلی مفروز و مجزی‌شده از پلاک ۴۱۳ اصلی قطعه یک واقع در بخش ۲۵ فارس شهرستان لامرد بلوار شهید مطهری محله قلعه خریداری از مالک رسمی آقای حمزه قادری محرز گردیده است. لذا به منظور اطلاع عموم مراتب در دو نوبت به فاصله ۱۵ روز آگهی می‌شود. در صورتی که اشخاص نسبت به صدور سند مالکیت متقاضی اعتراضی داشته باشند می‌توانند از تاریخ انتشار اولین آگهی به مدت دو ماه اعتراض خود را به این اداره تسلیم و پس از اخذ رسید، ظرف مدت یک ماه از تاریخ تسلیم اعتراض، دادخواست خود را به مراجع قضایی تقدیم نمایند. بدیهی است در صورت انقضای مدت مذکور و عدم وصول اعتراض طبق مقررات سند مالکیت صادر خواهد شد. <box>1184 1834 1510 2106</box>
second-publish-date: تاریخ انتشار نوبت دوم: ۱۴۰۴/۰۴/۱۶ <box>590 2216 769 2231</box>
notice-signature: منصور کشوری – رئیس اداره ثبت اسناد و املاک شهرستان لامرد <box>1184 2255 1510 2295</box>
first-publish-date: تاریخ انتشار نوبت اول: ۱۴۰۴/۰۳/۲۸ <box>962 1610 1140 1624</box>
first-publish-date: تاریخ انتشار نوبت اول: ۱۴۰۴/۰۴/۰۱ <box>221 1041 399 1055</box>
notice-signature-behalf: از طرف اسماعیل نوذری <box>160 1710 310 1724</box>
legal-notice <box>801 1165 1154 1737</box>
second-publish-date: تاریخ انتشار نوبت دوم: ۱۴۰۴/۰۴/۱۶ <box>1332 1629 1510 1644</box>
notice-code: ۵۲۳۲/م الف <box>443 2237 516 2251</box>
legal-notice <box>59 1752 412 2324</box>
second-publish-date: تاریخ انتشار نوبت دوم: ۱۴۰۴/۰۴/۱۶ <box>961 1060 1140 1074</box>
second-publish-date: تاریخ انتشار نوبت دوم: ۱۴۰۴/۰۴/۱۶ <box>1332 525 1510 539</box>
notice-body: برابر رای شماره ۱۴۰۴۶۰۳۱۱۰۰۰۶۷۵۴ مورخ ۱۴۰۴/۰۳/۰۷ هیات اول موضوع قانون تعیین تکلیف وضعیت ثبتی اراضی و ساختمان‌های فاقد سند رسمی مستقر در واحد ثبتی حوزه ثبت ملک شیراز – ناحیه ۱ تصرفات مالکانه بلامعارض متقاضی خانم گل‌نسا حقیقی معصومی فرزند عبدالحسین بشماره شناسنامه ۱۶۶ و کد ملی ۲۲۹۳۰۳۸۳۲۱ صادره از شیراز در ششدانگ یک باب خانه به مساحت ۱۶۰ مترمربع پلاک ۲۴۵۳۲ فرعی از ۱۶۵۴ اصلی مفروز و مجزی‌شده از پلاک ۸۶۱۱ فرعی از ۱۶۵۲ اصلی واقع در فارس بخش ۴ حوزه ثبت ملک شیراز ناحیه یک خریداری از مالک سهم مشاعی زینب شجاعی زرقانی محرز گردیده است. لذا به منظور اطلاع عموم مراتب در دو نوبت به فاصله ۱۵ روز آگهی می‌شود. در صورتی که اشخاص نسبت به صدور سند مالکیت متقاضی اعتراضی داشته باشند می‌توانند از تاریخ انتشار اولین آگهی به مدت دو ماه اعتراض خود را به این اداره تسلیم و پس از اخذ رسید، ظرف مدت یک ماه از تاریخ تسلیم اعتراض، دادخواست خود را به مراجع قضایی تقدیم نمایند. بدیهی است در صورت انقضای مدت مذکور و عدم وصول اعتراض طبق مقررات سند مالکیت صادر خواهد شد. <box>443 195 769 500</box>
first-publish-date: تاریخ انتشار نوبت اول: ۱۴۰۴/۰۴/۰۱ <box>962 505 1140 520</box>
first-publish-date: تاریخ انتشار نوبت اول: ۱۴۰۴/۰۳/۲۸ <box>591 2197 769 2211</box>
first-publish-date: تاریخ انتشار نوبت اول: ۱۴۰۴/۰۴/۰۱ <box>221 505 399 520</box>
notice-body: برابر رای شماره ۱۴۰۴۶۰۳۱۱۰۱۲۰۰۰۵۴۳ موضوع قانون تعیین تکلیف وضعیت ثبتی اراضی و ساختمان‌های فاقد سند رسمی مستقر در واحد ثبتی حوزه ثبت ملک لامرد تصرفات مالکانه بلامعارض متقاضی خانم سهیلا زاهدی فرزند احمد بشماره شناسنامه ۱۰۶۴ صادره از لامرد در ششدانگ یک باب خانه به مساحت ۲۷۰ متر مربع پلاک ۱۲۶ فرعی از ۳۴۳ اصلی مفروز و مجزی‌شده از پلاک ۳۴۳ اصلی قطعه یک واقع در بخش ۲۵ فارس شهرستان لامرد، شهر لامرد، بلوار شهید مطهری، خیابان مهارت، کوچه ۶ خریداری از مالک رسمی آقای داریوش جمالی محرز گردیده است. لذا به منظور اطلاع عموم مراتب در دو نوبت به فاصله ۱۵ روز آگهی می‌شود. در صورتی که اشخاص نسبت به صدور سند مالکیت متقاضی اعتراضی داشته باشند می‌توانند از تاریخ انتشار اولین آگهی به مدت دو ماه اعتراض خود را به این اداره تسلیم و پس از اخذ رسید، ظرف مدت یک ماه از تاریخ تسلیم اعتراض، دادخواست خود را به مراجع قضایی تقدیم نمایند. بدیهی است در صورت انقضای مدت مذکور و عدم وصول اعتراض طبق مقررات سند مالکیت صادر خواهد شد. <box>814 1247 1140 1536</box>
